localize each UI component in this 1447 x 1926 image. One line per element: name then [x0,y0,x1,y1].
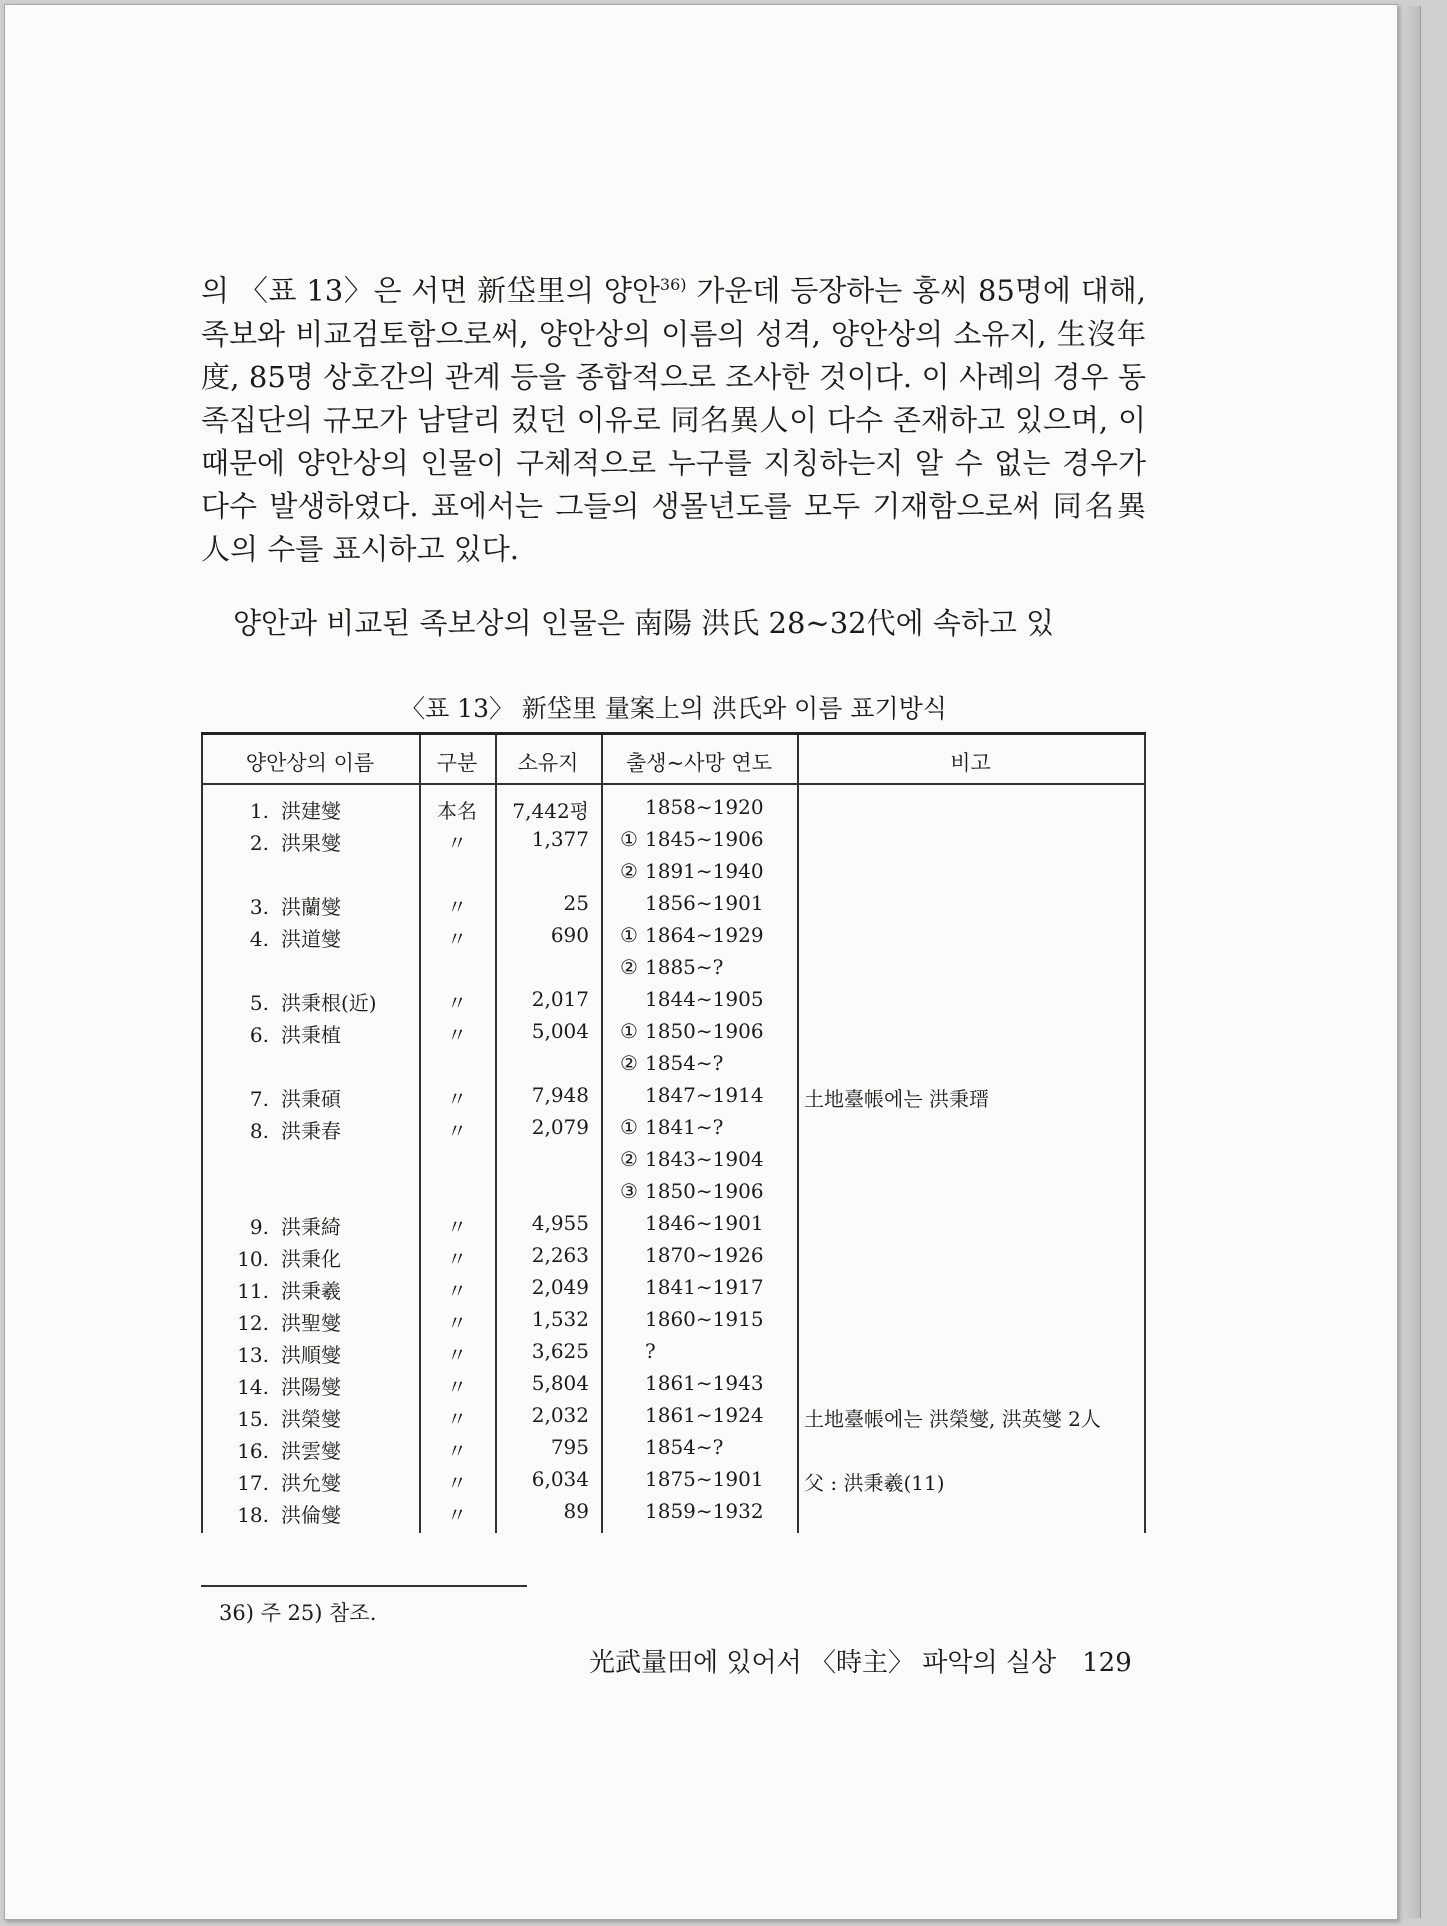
person-name: 洪允燮 [281,1471,341,1495]
table-row [201,891,1146,922]
data-table [201,732,1146,1533]
table-row [201,955,1146,986]
variant-marker: ① [620,827,638,851]
table-row [201,987,1146,1018]
person-name: 洪秉綺 [281,1215,341,1239]
person-name: 洪果燮 [281,831,341,855]
row-number: 2. [249,831,269,855]
land-cell: 2,032 [531,1403,589,1427]
type-cell: 〃 [447,1407,467,1431]
land-cell: 5,004 [531,1019,589,1043]
name-cell [229,1467,419,1496]
table-row [201,1371,1146,1402]
header-land: 소유지 [517,751,579,775]
row-number: 12. [237,1311,269,1335]
person-name: 洪秉羲 [281,1279,341,1303]
name-cell [229,1435,419,1464]
years-value: 1875∼1901 [645,1467,764,1491]
name-cell [229,1179,419,1203]
row-number: 4. [249,927,269,951]
land-cell: 2,049 [531,1275,589,1299]
row-number: 6. [249,1023,269,1047]
person-name: 洪秉根(近) [281,991,377,1015]
type-cell: 〃 [447,927,467,951]
table-row [201,1403,1146,1434]
land-cell: 4,955 [531,1211,589,1235]
years-value: 1885∼? [645,955,724,979]
type-cell: 〃 [447,1311,467,1335]
land-cell: 7,442평 [512,799,589,823]
table-row [201,1339,1146,1370]
years-cell [613,1467,793,1491]
type-cell: 本名 [437,799,477,823]
years-value: 1858∼1920 [645,795,764,819]
years-value: 1850∼1906 [645,1019,764,1043]
years-value: 1846∼1901 [645,1211,764,1235]
footnote: 36) 주 25) 참조. [219,1601,377,1625]
land-cell: 690 [550,923,589,947]
row-number: 11. [237,1279,269,1303]
years-value: 1854∼? [645,1435,724,1459]
years-cell [613,1083,793,1107]
row-number: 18. [237,1503,269,1527]
land-cell: 1,377 [531,827,589,851]
years-cell [613,987,793,1011]
years-value: 1870∼1926 [645,1243,764,1267]
person-name: 洪秉化 [281,1247,341,1271]
years-cell [613,1435,793,1459]
variant-marker: ② [620,859,638,883]
table-row [201,1275,1146,1306]
years-cell [613,1115,793,1139]
row-number: 8. [249,1119,269,1143]
land-cell: 2,017 [531,987,589,1011]
land-cell: 2,079 [531,1115,589,1139]
land-cell: 5,804 [531,1371,589,1395]
footnote-reference: 36) [659,275,687,294]
table-row [201,1467,1146,1498]
type-cell: 〃 [447,1279,467,1303]
land-cell: 2,263 [531,1243,589,1267]
years-value: 1850∼1906 [645,1179,764,1203]
running-title: 光武量田에 있어서 〈時主〉 파악의 실상 [589,1648,1057,1678]
row-number: 3. [249,895,269,919]
table-row [201,795,1146,826]
person-name: 洪道燮 [281,927,341,951]
page-number: 129 [1082,1648,1132,1678]
row-number: 15. [237,1407,269,1431]
land-cell: 3,625 [531,1339,589,1363]
years-cell [613,955,793,979]
years-value: 1864∼1929 [645,923,764,947]
type-cell: 〃 [447,1439,467,1463]
person-name: 洪秉春 [281,1119,341,1143]
name-cell [229,859,419,883]
type-cell: 〃 [447,1471,467,1495]
footnote-rule [201,1585,527,1587]
type-cell: 〃 [447,1023,467,1047]
name-cell [229,923,419,952]
years-cell [613,1051,793,1075]
years-value: 1861∼1924 [645,1403,764,1427]
table-caption: 〈표 13〉 新垈里 量案上의 洪氏와 이름 표기방식 [400,694,947,723]
name-cell [229,1051,419,1075]
variant-marker: ① [620,923,638,947]
years-cell [613,1499,793,1523]
name-cell [229,1403,419,1432]
name-cell [229,1275,419,1304]
years-value: 1891∼1940 [645,859,764,883]
row-number: 1. [249,799,269,823]
years-value: ? [645,1339,656,1363]
row-number: 7. [249,1087,269,1111]
table-row [201,859,1146,890]
land-cell: 795 [550,1435,589,1459]
row-number: 16. [237,1439,269,1463]
table-row [201,1019,1146,1050]
row-number: 10. [237,1247,269,1271]
person-name: 洪聖燮 [281,1311,341,1335]
table-row [201,1211,1146,1242]
name-cell [229,987,419,1016]
person-name: 洪秉碩 [281,1087,341,1111]
table-header-row [201,735,1146,785]
land-cell: 1,532 [531,1307,589,1331]
years-value: 1860∼1915 [645,1307,764,1331]
years-value: 1841∼? [645,1115,724,1139]
person-name: 洪順燮 [281,1343,341,1367]
table-row [201,1051,1146,1082]
table-row [201,1435,1146,1466]
paragraph-1-continuation: 가운데 등장하는 홍씨 85명에 대해, 족보와 비교검토함으로써, 양안상의 이름의 성격, 양안상의 소유지, 生沒年度, 85명 상호간의 관계 등을 종합적으로 조사한 것이다. 이 사례의 경우 동족집단의 규모가 남달리 컸던 이유로 同名異人이 다수 존재하고 있으며, 이 때문에 양안상의 인물이 구체적으로 누구를 지칭하는지 알 수 없는 경우가 다수 발생하였다. 표에서는 그들의 생몰년도를 모두 기재함으로써 同名異人의 수를 표시하고 있다. [201,273,1146,566]
name-cell [229,891,419,920]
years-value: 1844∼1905 [645,987,764,1011]
name-cell [229,1307,419,1336]
header-note: 비고 [950,751,991,775]
name-cell [229,1339,419,1368]
table-row [201,1243,1146,1274]
variant-marker: ① [620,1019,638,1043]
years-cell [613,1211,793,1235]
note-cell: 土地臺帳에는 洪秉瑨 [804,1087,989,1111]
name-cell [229,1243,419,1272]
years-cell [613,1403,793,1427]
table-row [201,827,1146,858]
years-cell [613,1243,793,1267]
person-name: 洪建燮 [281,799,341,823]
table-row [201,1115,1146,1146]
type-cell: 〃 [447,1343,467,1367]
land-cell: 6,034 [531,1467,589,1491]
years-cell [613,859,793,883]
years-cell [613,827,793,851]
variant-marker: ③ [620,1179,638,1203]
document-page [4,4,1398,1920]
table-row [201,1147,1146,1178]
name-cell [229,1083,419,1112]
years-cell [613,923,793,947]
years-cell [613,1179,793,1203]
years-value: 1859∼1932 [645,1499,764,1523]
name-cell [229,1147,419,1171]
table-row [201,1083,1146,1114]
name-cell [229,955,419,979]
land-cell: 25 [563,891,589,915]
variant-marker: ② [620,1051,638,1075]
type-cell: 〃 [447,1503,467,1527]
running-footer [589,1642,1132,1679]
years-cell [613,1307,793,1331]
type-cell: 〃 [447,895,467,919]
years-cell [613,891,793,915]
years-cell [613,1019,793,1043]
years-cell [613,1147,793,1171]
type-cell: 〃 [447,831,467,855]
land-cell: 89 [563,1499,589,1523]
person-name: 洪蘭燮 [281,895,341,919]
person-name: 洪榮燮 [281,1407,341,1431]
note-cell: 土地臺帳에는 洪榮燮, 洪英燮 2人 [804,1407,1101,1431]
row-number: 9. [249,1215,269,1239]
name-cell [229,1499,419,1528]
years-cell [613,1275,793,1299]
name-cell [229,795,419,824]
row-number: 13. [237,1343,269,1367]
name-cell [229,827,419,856]
person-name: 洪倫燮 [281,1503,341,1527]
years-value: 1861∼1943 [645,1371,764,1395]
header-name: 양안상의 이름 [245,751,375,775]
table-row [201,1499,1146,1530]
years-cell [613,795,793,819]
type-cell: 〃 [447,991,467,1015]
name-cell [229,1019,419,1048]
paragraph-1-text: 의 〈표 13〉은 서면 新垈里의 양안 [201,273,660,308]
variant-marker: ② [620,955,638,979]
name-cell [229,1371,419,1400]
body-paragraph-2: 양안과 비교된 족보상의 인물은 南陽 洪氏 28∼32代에 속하고 있 [233,606,1055,640]
row-number: 17. [237,1471,269,1495]
row-number: 5. [249,991,269,1015]
years-value: 1856∼1901 [645,891,764,915]
name-cell [229,1115,419,1144]
type-cell: 〃 [447,1375,467,1399]
type-cell: 〃 [447,1215,467,1239]
person-name: 洪雲燮 [281,1439,341,1463]
variant-marker: ① [620,1115,638,1139]
variant-marker: ② [620,1147,638,1171]
row-number: 14. [237,1375,269,1399]
years-cell [613,1371,793,1395]
table-row [201,923,1146,954]
years-value: 1845∼1906 [645,827,764,851]
years-value: 1843∼1904 [645,1147,764,1171]
name-cell [229,1211,419,1240]
type-cell: 〃 [447,1247,467,1271]
note-cell: 父 : 洪秉羲(11) [804,1471,945,1495]
years-cell [613,1339,793,1363]
body-paragraph-1 [201,263,1146,571]
table-row [201,1307,1146,1338]
years-value: 1847∼1914 [645,1083,764,1107]
person-name: 洪陽燮 [281,1375,341,1399]
type-cell: 〃 [447,1119,467,1143]
table-row [201,1179,1146,1210]
land-cell: 7,948 [531,1083,589,1107]
header-years: 출생∼사망 연도 [626,751,772,775]
years-value: 1841∼1917 [645,1275,764,1299]
years-value: 1854∼? [645,1051,724,1075]
header-type: 구분 [436,751,478,775]
person-name: 洪秉植 [281,1023,341,1047]
type-cell: 〃 [447,1087,467,1111]
